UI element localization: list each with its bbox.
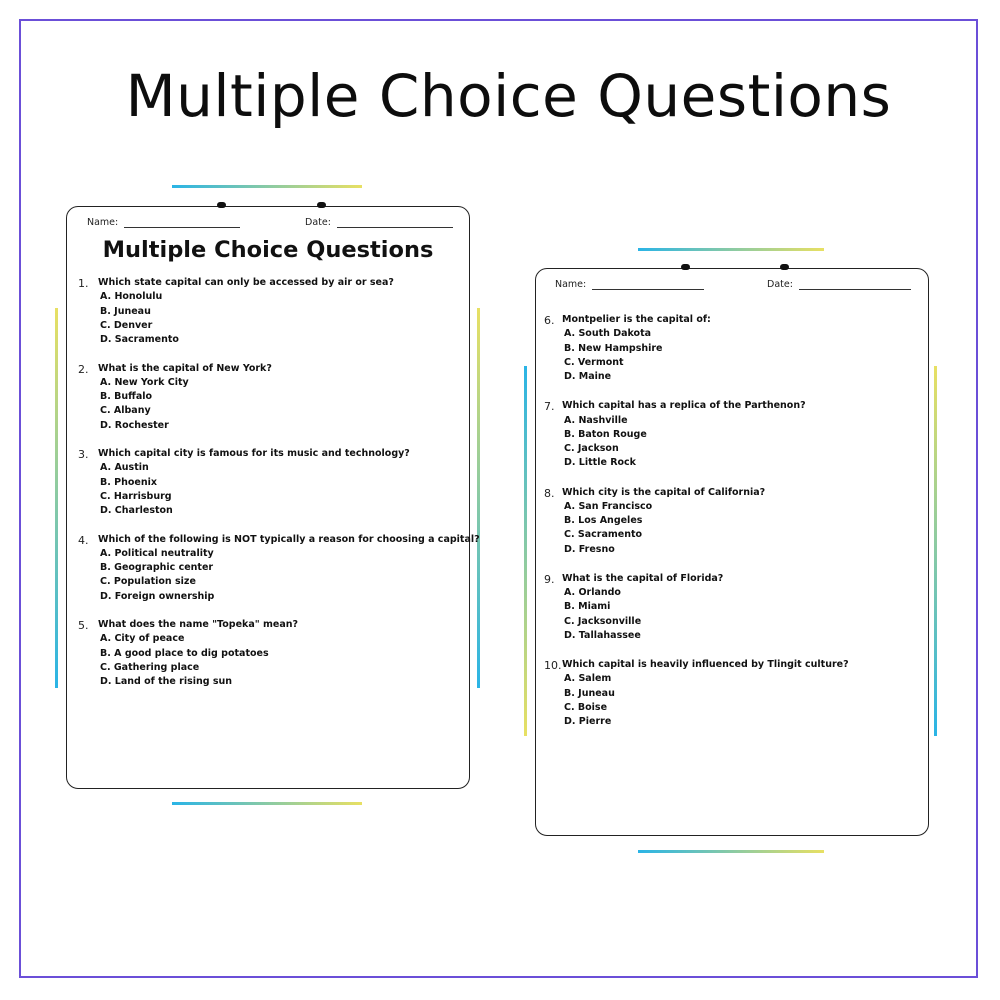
question-number: 6. <box>544 314 555 327</box>
decor-line <box>638 850 824 853</box>
answer-option[interactable]: A. New York City <box>100 376 189 388</box>
answer-option[interactable]: D. Foreign ownership <box>100 590 215 602</box>
answer-option[interactable]: B. Geographic center <box>100 562 214 574</box>
question-text: What is the capital of New York? <box>98 362 272 374</box>
date-line <box>337 226 453 228</box>
binder-clip <box>217 202 226 208</box>
name-label: Name: <box>87 217 119 228</box>
answer-option[interactable]: A. San Francisco <box>564 500 653 512</box>
question-number: 5. <box>78 619 89 632</box>
question-number: 1. <box>78 277 89 290</box>
question-text: What is the capital of Florida? <box>562 572 724 584</box>
answer-option[interactable]: C. Vermont <box>564 356 624 368</box>
answer-option[interactable]: B. Juneau <box>100 305 151 317</box>
answer-option[interactable]: D. Pierre <box>564 716 612 728</box>
question-number: 7. <box>544 400 555 414</box>
worksheet-page-2 <box>535 268 929 836</box>
answer-option[interactable]: A. Austin <box>100 462 149 474</box>
answer-option[interactable]: C. Jacksonville <box>564 615 642 627</box>
question-number: 9. <box>544 572 555 586</box>
answer-option[interactable]: B. Los Angeles <box>564 515 643 527</box>
question-text: Which capital has a replica of the Parthenon? <box>562 400 806 412</box>
decor-line <box>477 308 480 688</box>
answer-option[interactable]: A. South Dakota <box>564 328 652 340</box>
answer-option[interactable]: A. Salem <box>564 673 612 685</box>
answer-option[interactable]: B. Phoenix <box>100 476 157 488</box>
question-text: Which city is the capital of California? <box>562 486 766 498</box>
answer-option[interactable]: B. Baton Rouge <box>564 428 647 440</box>
answer-option[interactable]: C. Gathering place <box>100 661 200 673</box>
date-field[interactable] <box>305 217 453 228</box>
name-label: Name: <box>555 279 587 290</box>
question-number: 8. <box>544 486 555 500</box>
answer-option[interactable]: D. Land of the rising sun <box>100 676 233 688</box>
page-title: Multiple Choice Questions <box>125 62 892 130</box>
answer-option[interactable]: C. Boise <box>564 702 608 714</box>
name-field[interactable] <box>555 279 704 290</box>
date-label: Date: <box>767 279 793 290</box>
worksheet-page-1 <box>66 206 480 789</box>
decor-line <box>172 802 362 805</box>
answer-option[interactable]: C. Denver <box>100 319 153 331</box>
answer-option[interactable]: D. Maine <box>564 371 612 383</box>
decor-line <box>55 308 58 688</box>
name-line <box>592 288 704 290</box>
answer-option[interactable]: C. Jackson <box>564 443 619 455</box>
date-field[interactable] <box>767 279 911 290</box>
answer-option[interactable]: A. Political neutrality <box>100 547 214 559</box>
name-field[interactable] <box>87 217 240 228</box>
date-line <box>799 288 911 290</box>
answer-option[interactable]: D. Fresno <box>564 543 615 555</box>
answer-option[interactable]: A. City of peace <box>100 633 185 645</box>
answer-option[interactable]: B. New Hampshire <box>564 342 663 354</box>
answer-option[interactable]: C. Harrisburg <box>100 490 172 502</box>
decor-line <box>524 366 527 736</box>
answer-option[interactable]: B. Miami <box>564 601 611 613</box>
answer-option[interactable]: D. Little Rock <box>564 457 636 469</box>
answer-option[interactable]: D. Sacramento <box>100 334 179 346</box>
question-text: Which state capital can only be accessed by air or sea? <box>98 277 394 288</box>
answer-option[interactable]: B. Juneau <box>564 687 615 699</box>
question-text: Which capital city is famous for its music and technology? <box>98 448 410 459</box>
answer-option[interactable]: C. Sacramento <box>564 529 643 541</box>
answer-option[interactable]: D. Tallahassee <box>564 630 641 642</box>
question-text: What does the name "Topeka" mean? <box>98 619 299 630</box>
question-number: 10. <box>544 659 562 673</box>
decor-line <box>934 366 937 736</box>
answer-option[interactable]: D. Charleston <box>100 505 173 517</box>
question-number: 4. <box>78 533 89 547</box>
date-label: Date: <box>305 217 331 228</box>
answer-option[interactable]: B. Buffalo <box>100 391 153 403</box>
question-text: Which capital is heavily influenced by Tlingit culture? <box>562 659 849 671</box>
binder-clip <box>317 202 326 208</box>
answer-option[interactable]: C. Population size <box>100 576 196 588</box>
question-number: 2. <box>78 362 89 376</box>
decor-line <box>172 185 362 188</box>
question-text: Montpelier is the capital of: <box>562 314 711 325</box>
question-text: Which of the following is NOT typically a reason for choosing a capital? <box>98 533 480 545</box>
answer-option[interactable]: A. Orlando <box>564 587 621 599</box>
binder-clip <box>780 264 789 270</box>
question-number: 3. <box>78 448 89 461</box>
name-line <box>124 226 240 228</box>
answer-option[interactable]: D. Rochester <box>100 419 169 431</box>
answer-option[interactable]: B. A good place to dig potatoes <box>100 647 269 659</box>
answer-option[interactable]: A. Honolulu <box>100 291 163 303</box>
decor-line <box>638 248 824 251</box>
answer-option[interactable]: A. Nashville <box>564 414 628 426</box>
binder-clip <box>681 264 690 270</box>
worksheet-title: Multiple Choice Questions <box>102 237 434 263</box>
answer-option[interactable]: C. Albany <box>100 405 151 417</box>
